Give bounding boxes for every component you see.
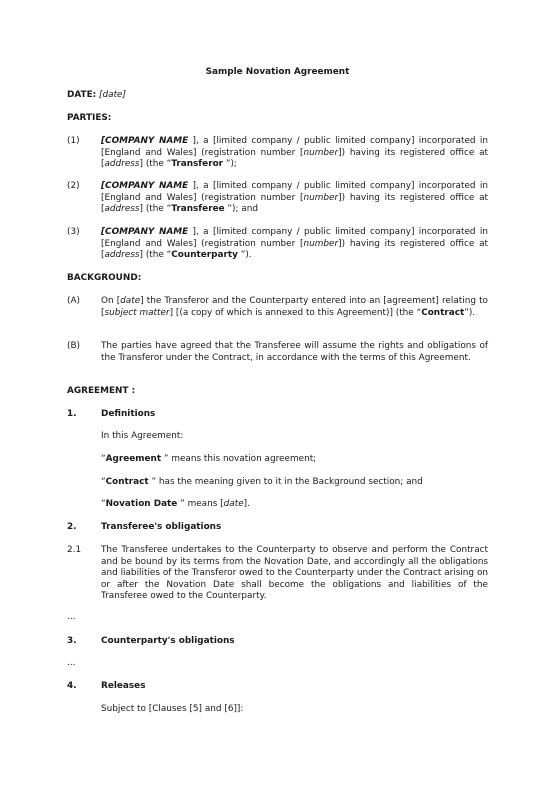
party-3-number: (3) xyxy=(67,227,80,237)
party-2-name: [COMPANY NAME xyxy=(101,181,189,191)
section-3-number: 3. xyxy=(67,636,77,646)
date-value: [date] xyxy=(99,90,126,100)
document-title: Sample Novation Agreement xyxy=(205,67,350,77)
agreement-heading: AGREEMENT : xyxy=(67,386,136,396)
party-2-role: Transferee xyxy=(171,204,225,214)
section-4-title: Releases xyxy=(101,681,146,691)
definition-novation-date-term: Novation Date xyxy=(105,499,178,509)
background-a-text: On [date] the Transferor and the Counterparty entered into an [agreement] relating to [subject matter] [(a copy of which is annexed to this Agreement)] (the “Contract”). xyxy=(101,296,488,318)
background-b-text: The parties have agreed that the Transferee will assume the rights and obligations of the Transferor under the Contract, in accordance with the terms of this Agreement. xyxy=(101,341,488,363)
clause-2-1-number: 2.1 xyxy=(67,545,82,555)
party-3-role: Counterparty xyxy=(171,250,238,260)
party-2-text: [COMPANY NAME ], a [limited company / public limited company] incorporated in [England and Wales] (registration number [number]) having its registered office at [address] (the “Transferee ”); and xyxy=(101,181,488,214)
section-4-number: 4. xyxy=(67,681,77,691)
definition-agreement-term: Agreement xyxy=(105,454,162,464)
section-4-intro: Subject to [Clauses [5] and [6]]: xyxy=(101,704,244,714)
party-1-name: [COMPANY NAME xyxy=(101,136,189,146)
party-1-role: Transferor xyxy=(171,159,224,169)
definition-contract: “Contract ” has the meaning given to it in the Background section; and xyxy=(101,477,423,487)
section-1-number: 1. xyxy=(67,409,77,419)
definition-agreement: “Agreement ” means this novation agreement; xyxy=(101,454,317,464)
section-2-title: Transferee's obligations xyxy=(101,522,222,532)
party-1-text: [COMPANY NAME ], a [limited company / public limited company] incorporated in [England and Wales] (registration number [number]) having its registered office at [address] (the “Transferor ”); xyxy=(101,136,488,169)
date-label: DATE: xyxy=(67,90,97,100)
background-a-number: (A) xyxy=(67,296,80,306)
definition-novation-date: “Novation Date ” means [date]. xyxy=(101,499,250,509)
section-1-title: Definitions xyxy=(101,409,156,419)
section-1-intro: In this Agreement: xyxy=(101,431,184,441)
definition-contract-term: Contract xyxy=(105,477,149,487)
date-line xyxy=(67,90,126,102)
party-1-number: (1) xyxy=(67,136,80,146)
party-2-number: (2) xyxy=(67,181,80,191)
clause-2-1-text: The Transferee undertakes to the Counterparty to observe and perform the Contract and be bound by its terms from the Novation Date, and accordingly all the obligations and liabilities of the Transferor owed to the Counterparty under the Contract arising on or after the Novation Date shall become the obligations and liabilities of the Transferee owed to the Counterparty. xyxy=(101,545,488,601)
party-3-name: [COMPANY NAME xyxy=(101,227,189,237)
section-2-number: 2. xyxy=(67,522,77,532)
section-3-title: Counterparty's obligations xyxy=(101,636,235,646)
ellipsis-2: ... xyxy=(67,658,76,668)
background-heading: BACKGROUND: xyxy=(67,273,142,283)
parties-heading: PARTIES: xyxy=(67,113,112,123)
party-3-text: [COMPANY NAME ], a [limited company / public limited company] incorporated in [England and Wales] (registration number [number]) having its registered office at [address] (the “Counterparty ”). xyxy=(101,227,488,260)
contract-term: Contract xyxy=(421,307,465,318)
background-b-number: (B) xyxy=(67,341,81,351)
ellipsis-1: ... xyxy=(67,612,76,622)
